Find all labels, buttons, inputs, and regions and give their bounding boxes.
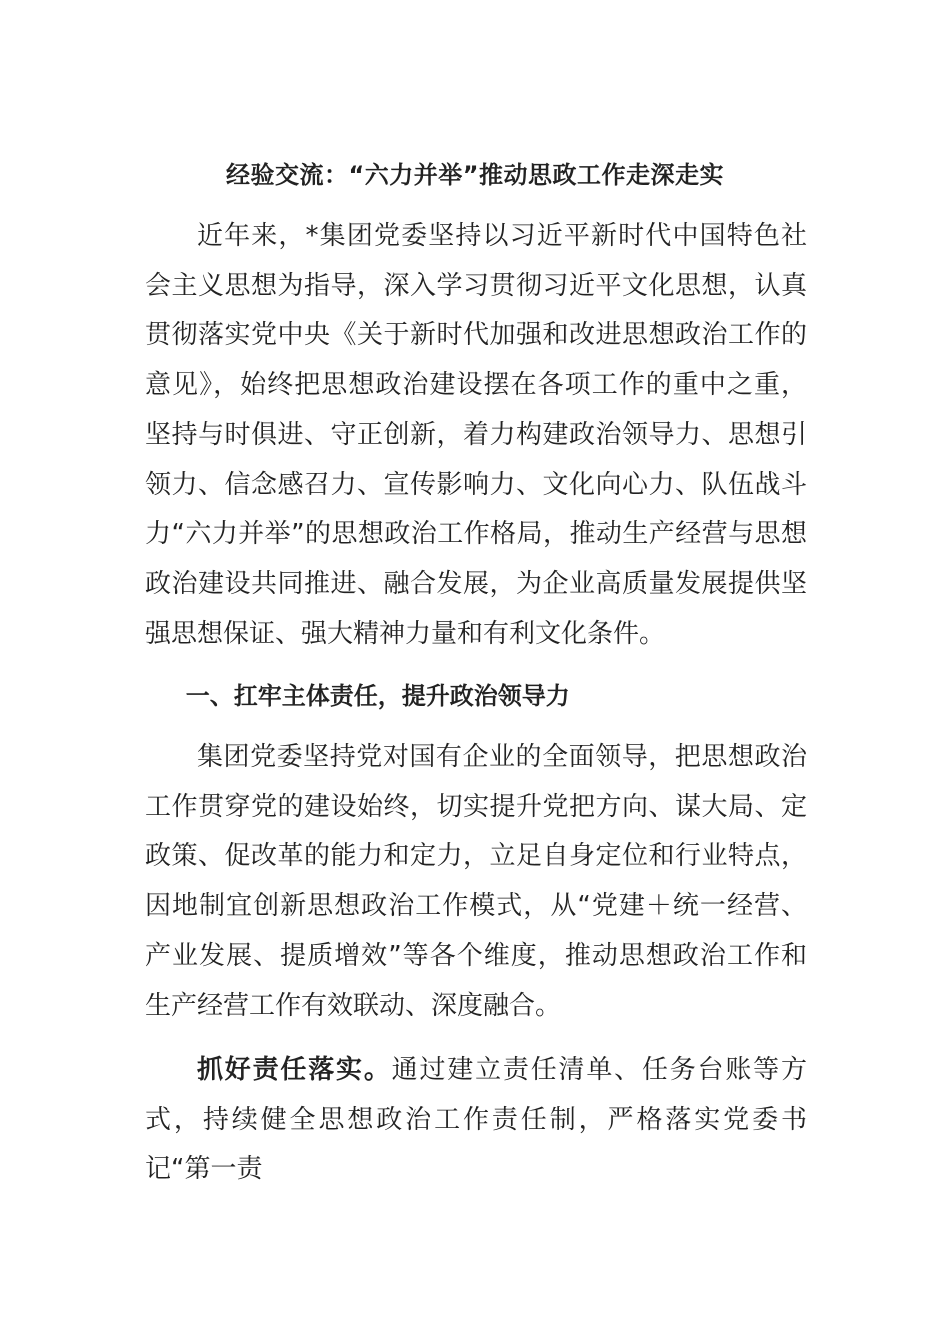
- section-paragraph: 集团党委坚持党对国有企业的全面领导，把思想政治工作贯穿党的建设始终，切实提升党把方向、谋大局、定政策、促改革的能力和定力，立足自身定位和行业特点，因地制宜创新思想政治工作模式，从“党建＋统一经营、产业发展、提质增效”等各个维度，推动思想政治工作和生产经营工作有效联动、深度融合。: [145, 742, 807, 1021]
- point-text: 通过建立责任清单、任务台账等方式，持续健全思想政治工作责任制，严格落实党委书记“第一责: [145, 1055, 807, 1185]
- intro-paragraph: 近年来，*集团党委坚持以习近平新时代中国特色社会主义思想为指导，深入学习贯彻习近平文化思想，认真贯彻落实党中央《关于新时代加强和改进思想政治工作的意见》，始终把思想政治建设摆在各项工作的重中之重，坚持与时俱进、守正创新，着力构建政治领导力、思想引领力、信念感召力、宣传影响力、文化向心力、队伍战斗力“六力并举”的思想政治工作格局，推动生产经营与思想政治建设共同推进、融合发展，为企业高质量发展提供坚强思想保证、强大精神力量和有利文化条件。: [145, 221, 807, 649]
- point-lead: 抓好责任落实。: [197, 1055, 392, 1085]
- point-paragraph: [145, 1046, 807, 1195]
- section-heading: 一、扛牢主体责任，提升政治领导力: [185, 682, 570, 710]
- document-title: 经验交流：“六力并举”推动思政工作走深走实: [225, 161, 725, 189]
